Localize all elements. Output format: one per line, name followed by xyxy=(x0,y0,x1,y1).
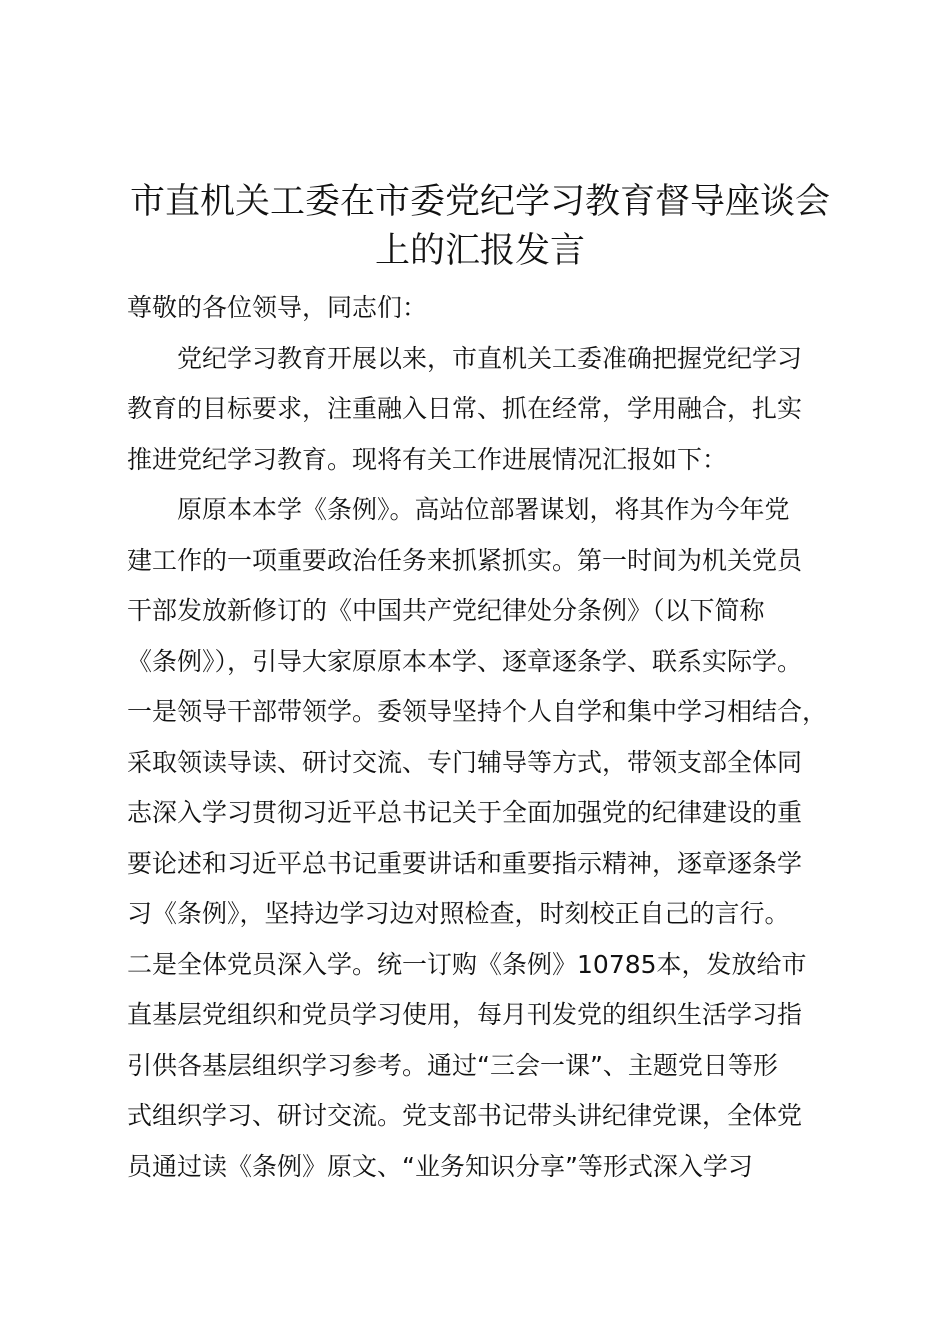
paragraph-line: 志深入学习贯彻习近平总书记关于全面加强党的纪律建设的重 xyxy=(127,798,803,827)
paragraph-line: 式组织学习、研讨交流。党支部书记带头讲纪律党课，全体党 xyxy=(127,1101,803,1130)
paragraph-line: 采取领读导读、研讨交流、专门辅导等方式，带领支部全体同 xyxy=(127,747,803,777)
paragraph-line: 原原本本学《条例》。高站位部署谋划，将其作为今年党 xyxy=(177,495,790,524)
paragraph-line: 党纪学习教育开展以来，市直机关工委准确把握党纪学习 xyxy=(177,343,803,373)
paragraph-line: 推进党纪学习教育。现将有关工作进展情况汇报如下： xyxy=(127,444,728,474)
document-title xyxy=(110,178,850,276)
paragraph-line: 建工作的一项重要政治任务来抓紧抓实。第一时间为机关党员 xyxy=(127,545,803,575)
title-line: 上的汇报发言 xyxy=(374,231,585,271)
paragraph-line: 要论述和习近平总书记重要讲话和重要指示精神，逐章逐条学 xyxy=(127,848,803,878)
paragraph-line: 员通过读《条例》原文、“业务知识分享”等形式深入学习 xyxy=(127,1151,753,1181)
paragraph-line: 直基层党组织和党员学习使用，每月刊发党的组织生活学习指 xyxy=(127,1000,803,1029)
paragraph-line: 干部发放新修订的《中国共产党纪律处分条例》（以下简称 xyxy=(127,596,765,625)
salutation: 尊敬的各位领导，同志们： xyxy=(127,293,428,322)
paragraph-line: 二是全体党员深入学。统一订购《条例》10785本，发放给市 xyxy=(127,949,807,979)
paragraph-line: 教育的目标要求，注重融入日常、抓在经常，学用融合，扎实 xyxy=(127,394,803,423)
document-body xyxy=(127,283,867,1192)
paragraph-line: 习《条例》，坚持边学习边对照检查，时刻校正自己的言行。 xyxy=(127,899,790,928)
paragraph-line: 一是领导干部带领学。委领导坚持个人自学和集中学习相结合， xyxy=(127,697,828,726)
title-line: 市直机关工委在市委党纪学习教育督导座谈会 xyxy=(129,182,830,222)
paragraph-line: 引供各基层组织学习参考。通过“三会一课”、主题党日等形 xyxy=(127,1050,778,1080)
paragraph-line: 《条例》），引导大家原原本本学、逐章逐条学、联系实际学。 xyxy=(127,646,803,676)
